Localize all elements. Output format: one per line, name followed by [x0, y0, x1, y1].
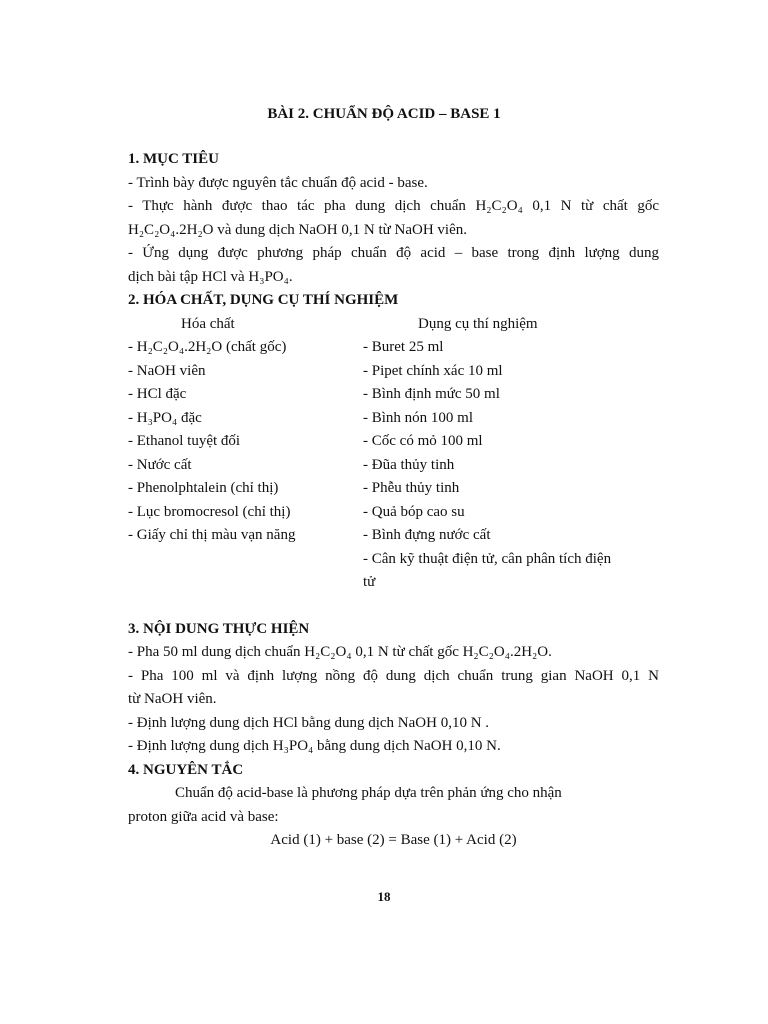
- equipment-item: - Phễu thủy tinh: [363, 480, 460, 496]
- chemical-item: - Giấy chỉ thị màu vạn năng: [128, 527, 296, 543]
- procedure-line-3: từ NaOH viên.: [128, 691, 217, 707]
- equipment-item: - Bình nón 100 ml: [363, 409, 474, 426]
- chemical-item: - HCl đặc: [128, 386, 187, 402]
- page-number: 18: [377, 889, 391, 904]
- objective-line-1: - Trình bày được nguyên tắc chuẩn độ acid - base.: [128, 174, 428, 191]
- chemical-item: - Lục bromocresol (chỉ thị): [128, 503, 291, 520]
- section3-heading: 3. NỘI DUNG THỰC HIỆN: [128, 620, 310, 637]
- chemicals-header: Hóa chất: [181, 315, 235, 332]
- equipment-item: - Cân kỹ thuật điện tử, cân phân tích điện: [363, 550, 612, 567]
- chemical-item: - H₂C₂O₄.2H₂O (chất gốc): [128, 339, 287, 355]
- chemical-item: - Nước cất: [128, 456, 192, 473]
- equipment-item: - Bình đựng nước cất: [363, 527, 491, 543]
- section4-heading: 4. NGUYÊN TẮC: [128, 761, 244, 778]
- equipment-column: [363, 313, 659, 595]
- procedure-line-4: - Định lượng dung dịch HCl bằng dung dịch NaOH 0,10 N .: [128, 714, 490, 731]
- objective-line-4: - Ứng dụng được phương pháp chuẩn độ acid – base trong định lượng dung: [128, 245, 659, 261]
- section1-heading: 1. MỤC TIÊU: [128, 151, 219, 167]
- equipment-header: Dụng cụ thí nghiệm: [418, 315, 538, 332]
- equipment-item: - Bình định mức 50 ml: [363, 386, 500, 402]
- spacer: [128, 595, 659, 618]
- materials-columns: [128, 313, 659, 595]
- equipment-item: - Quả bóp cao su: [363, 503, 465, 520]
- equipment-item: - Cốc có mỏ 100 ml: [363, 433, 483, 449]
- chemical-item: - NaOH viên: [128, 362, 206, 379]
- chemical-item: - H₃PO₄ đặc: [128, 409, 202, 426]
- chemical-item: - Phenolphtalein (chỉ thị): [128, 480, 279, 496]
- objective-line-5: dịch bài tập HCl và H₃PO₄.: [128, 268, 293, 285]
- principle-line-2: proton giữa acid và base:: [128, 808, 279, 825]
- equipment-item-continued: tử: [363, 574, 376, 590]
- procedure-line-2: - Pha 100 ml và định lượng nồng độ dung dịch chuẩn trung gian NaOH 0,1 N: [128, 667, 659, 684]
- equipment-item: - Đũa thủy tinh: [363, 456, 455, 473]
- section2-heading: 2. HÓA CHẤT, DỤNG CỤ THÍ NGHIỆM: [128, 292, 399, 308]
- page-title: BÀI 2. CHUẨN ĐỘ ACID – BASE 1: [267, 106, 501, 122]
- principle-line-1: Chuẩn độ acid-base là phương pháp dựa trên phản ứng cho nhận: [175, 785, 562, 801]
- equipment-item: - Pipet chính xác 10 ml: [363, 362, 503, 379]
- chemicals-column: [128, 313, 363, 595]
- procedure-line-5: - Định lượng dung dịch H₃PO₄ bằng dung dịch NaOH 0,10 N.: [128, 738, 501, 754]
- procedure-line-1: - Pha 50 ml dung dịch chuẩn H₂C₂O₄ 0,1 N từ chất gốc H₂C₂O₄.2H₂O.: [128, 644, 552, 660]
- page-content: [128, 148, 659, 853]
- objective-line-2: - Thực hành được thao tác pha dung dịch chuẩn H₂C₂O₄ 0,1 N từ chất gốc: [128, 198, 659, 214]
- chemical-item: - Ethanol tuyệt đối: [128, 433, 241, 449]
- equipment-item: - Buret 25 ml: [363, 339, 444, 355]
- reaction-equation: Acid (1) + base (2) = Base (1) + Acid (2): [270, 832, 517, 848]
- objective-line-3: H₂C₂O₄.2H₂O và dung dịch NaOH 0,1 N từ NaOH viên.: [128, 221, 468, 238]
